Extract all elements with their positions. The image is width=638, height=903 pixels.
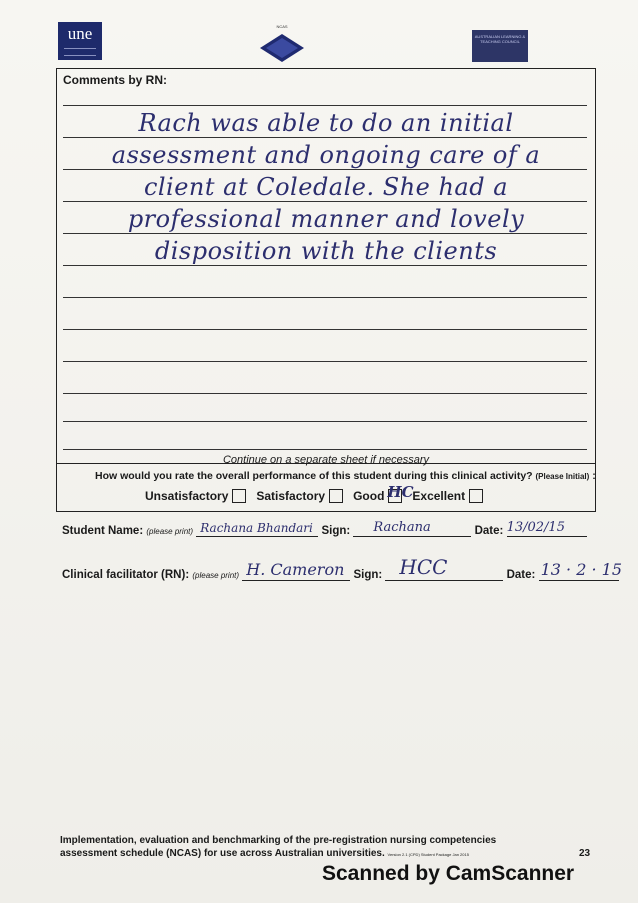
- comment-line: [63, 169, 587, 170]
- rating-question-note: (Please Initial): [535, 472, 590, 481]
- student-signature-field[interactable]: [353, 520, 471, 537]
- une-logo-rule: [64, 48, 96, 56]
- student-row: [62, 520, 587, 537]
- excellent-checkbox[interactable]: [469, 489, 483, 503]
- handwritten-comment-line: professional manner and lovely: [127, 205, 525, 233]
- satisfactory-checkbox[interactable]: [329, 489, 343, 503]
- camscanner-watermark: Scanned by CamScanner: [322, 862, 575, 885]
- ncas-diamond-logo: [254, 24, 310, 68]
- altc-logo-text: AUSTRALIAN LEARNING & TEACHING COUNCIL: [474, 34, 526, 44]
- comment-line: [63, 297, 587, 298]
- handwritten-comment-line: client at Coledale. She had a: [143, 173, 509, 201]
- facilitator-date-value: 13 · 2 · 15: [540, 560, 622, 579]
- rating-question-text: How would you rate the overall performance of this student during this clinical activity?: [95, 470, 533, 482]
- rating-box: [56, 462, 596, 512]
- rating-option-satisfactory: [256, 489, 343, 503]
- comments-title: Comments by RN:: [63, 73, 168, 87]
- student-date-value: 13/02/15: [506, 520, 565, 535]
- footer-fine-print: Version 2.1 (CPD) Student Package Jan 2015: [387, 852, 469, 857]
- facilitator-row: [62, 555, 622, 581]
- facilitator-sign-label: Sign:: [353, 569, 383, 581]
- comment-line: [63, 449, 587, 450]
- facilitator-signature-field[interactable]: [385, 555, 503, 581]
- handwritten-comment-line: assessment and ongoing care of a: [111, 141, 541, 169]
- page-number: 23: [579, 848, 591, 859]
- facilitator-name-field[interactable]: [242, 562, 350, 581]
- handwritten-comment-line: disposition with the clients: [154, 237, 498, 265]
- rating-option-label: Unsatisfactory: [145, 489, 229, 503]
- comment-line: [63, 233, 587, 234]
- student-name-label: Student Name:: [62, 525, 144, 537]
- handwritten-comment-line: Rach was able to do an initial: [138, 109, 514, 137]
- diamond-icon: [254, 28, 310, 68]
- facilitator-date-label: Date:: [506, 569, 536, 581]
- comments-box: [56, 68, 596, 464]
- student-sign-label: Sign:: [321, 525, 351, 537]
- rating-option-excellent: [412, 489, 483, 503]
- good-checkbox[interactable]: [387, 483, 414, 503]
- une-logo: [58, 22, 102, 60]
- comment-line: [63, 393, 587, 394]
- rating-options: [145, 483, 483, 503]
- unsatisfactory-checkbox[interactable]: [232, 489, 246, 503]
- comment-line: [63, 105, 587, 106]
- print-note: (please print): [146, 527, 194, 536]
- rating-option-label: Excellent: [412, 489, 466, 503]
- student-name-value: Rachana Bhandari: [200, 521, 313, 535]
- checkbox-initial: HC: [387, 483, 414, 501]
- comment-line: [63, 265, 587, 266]
- facilitator-signature-value: HCC: [399, 555, 448, 579]
- student-date-label: Date:: [474, 525, 504, 537]
- student-date-field[interactable]: [507, 520, 587, 537]
- footer-line-1: Implementation, evaluation and benchmarking of the pre-registration nursing competencies: [60, 835, 497, 846]
- comment-line: [63, 421, 587, 422]
- rating-option-label: Good: [353, 489, 385, 503]
- student-signature-value: Rachana: [373, 520, 431, 535]
- comment-line: [63, 329, 587, 330]
- continue-note: Continue on a separate sheet if necessary: [222, 454, 430, 466]
- rating-option-unsatisfactory: [145, 489, 246, 503]
- rating-question-suffix: :: [589, 470, 596, 482]
- footer: [60, 834, 496, 861]
- comment-line: [63, 361, 587, 362]
- rating-option-label: Satisfactory: [256, 489, 326, 503]
- ncas-logo-text: NCAS: [276, 24, 288, 29]
- print-note: (please print): [192, 571, 240, 580]
- comment-line: [63, 137, 587, 138]
- une-logo-text: une: [67, 24, 93, 43]
- footer-line-2: assessment schedule (NCAS) for use across Australian universities.: [60, 848, 385, 859]
- comment-line: [63, 201, 587, 202]
- rating-option-good: [353, 483, 414, 503]
- rating-question: [95, 470, 596, 482]
- altc-logo: [472, 30, 528, 62]
- facilitator-name-value: H. Cameron: [246, 560, 345, 579]
- facilitator-label: Clinical facilitator (RN):: [62, 569, 190, 581]
- facilitator-date-field[interactable]: [539, 560, 622, 581]
- student-name-field[interactable]: [196, 520, 318, 537]
